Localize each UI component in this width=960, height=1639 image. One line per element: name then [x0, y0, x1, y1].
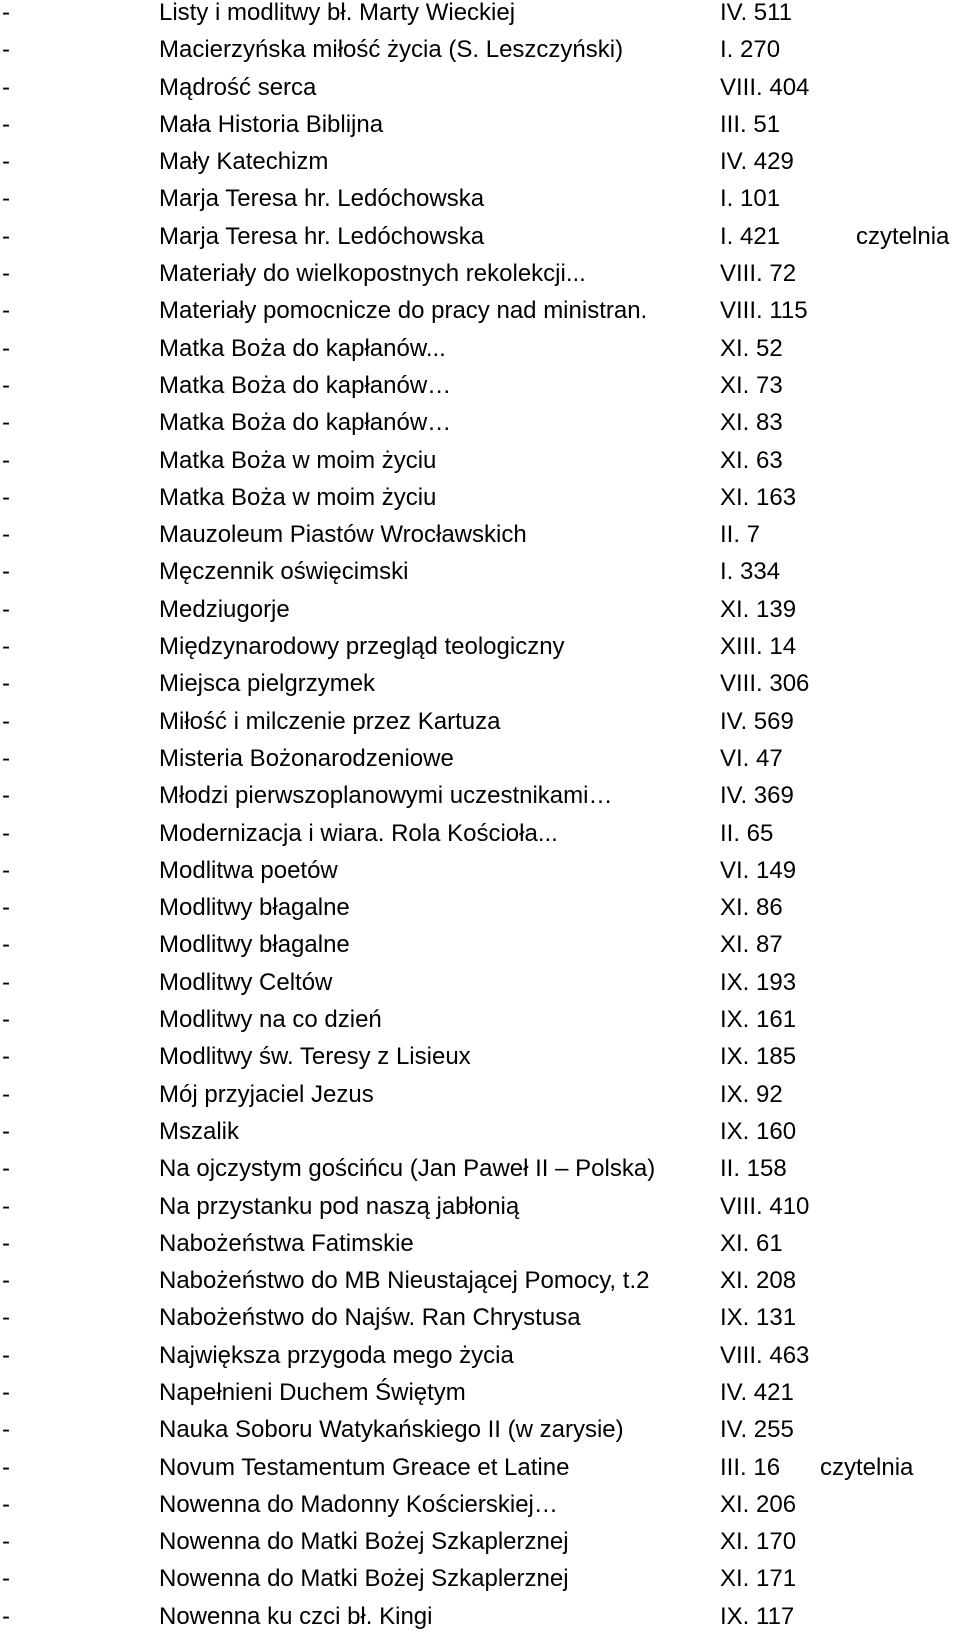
list-item	[0, 703, 960, 740]
item-title: Największa przygoda mego życia	[159, 1341, 514, 1369]
list-item	[0, 143, 960, 180]
item-title: Napełnieni Duchem Świętym	[159, 1378, 466, 1406]
item-dash: -	[2, 1229, 10, 1257]
list-item	[0, 404, 960, 441]
list-item	[0, 479, 960, 516]
item-shelf-reference: IV. 569	[720, 707, 794, 735]
item-title: Nabożeństwo do MB Nieustającej Pomocy, t.2	[159, 1267, 650, 1295]
item-shelf-reference: VI. 149	[720, 856, 797, 884]
item-shelf-reference: IX. 160	[720, 1117, 797, 1145]
list-item	[0, 926, 960, 963]
item-title: Nowenna do Matki Bożej Szkaplerznej	[159, 1565, 569, 1593]
item-dash: -	[2, 931, 10, 959]
item-shelf-reference: IV. 511	[720, 0, 793, 26]
item-dash: -	[2, 1378, 10, 1406]
list-item	[0, 1449, 960, 1486]
list-item	[0, 516, 960, 553]
list-item	[0, 180, 960, 217]
item-title: Mądrość serca	[159, 73, 317, 101]
item-title: Miejsca pielgrzymek	[159, 670, 376, 698]
item-title: Modlitwy błagalne	[159, 894, 350, 922]
item-title: Na ojczystym gościńcu (Jan Paweł II – Polska)	[159, 1155, 656, 1183]
list-item	[0, 292, 960, 329]
item-shelf-reference: II. 65	[720, 819, 774, 847]
item-shelf-reference: XI. 52	[720, 334, 783, 362]
list-item	[0, 1598, 960, 1635]
item-shelf-reference: I. 270	[720, 36, 781, 64]
item-title: Misteria Bożonarodzeniowe	[159, 744, 454, 772]
item-dash: -	[2, 1006, 10, 1034]
item-dash: -	[2, 483, 10, 511]
item-dash: -	[2, 1602, 10, 1630]
item-dash: -	[2, 297, 10, 325]
item-dash: -	[2, 1341, 10, 1369]
item-shelf-reference: IV. 369	[720, 782, 794, 810]
list-item	[0, 591, 960, 628]
item-dash: -	[2, 782, 10, 810]
list-item	[0, 0, 960, 31]
item-shelf-reference: IX. 161	[720, 1006, 797, 1034]
item-title: Modlitwy na co dzień	[159, 1006, 382, 1034]
item-dash: -	[2, 744, 10, 772]
item-title: Miłość i milczenie przez Kartuza	[159, 707, 501, 735]
item-shelf-reference: IV. 255	[720, 1416, 794, 1444]
item-shelf-reference: VIII. 115	[720, 297, 808, 325]
item-dash: -	[2, 260, 10, 288]
item-dash: -	[2, 1304, 10, 1332]
item-dash: -	[2, 894, 10, 922]
list-item	[0, 1337, 960, 1374]
item-dash: -	[2, 595, 10, 623]
item-shelf-reference: XI. 139	[720, 595, 797, 623]
list-item	[0, 1299, 960, 1336]
item-dash: -	[2, 148, 10, 176]
item-title: Nauka Soboru Watykańskiego II (w zarysie)	[159, 1416, 624, 1444]
item-shelf-reference: II. 7	[720, 521, 761, 549]
item-title: Marja Teresa hr. Ledóchowska	[159, 222, 485, 250]
list-item	[0, 69, 960, 106]
item-dash: -	[2, 1416, 10, 1444]
item-title: Mauzoleum Piastów Wrocławskich	[159, 521, 527, 549]
item-dash: -	[2, 1043, 10, 1071]
item-dash: -	[2, 36, 10, 64]
list-item	[0, 553, 960, 590]
item-title: Modlitwa poetów	[159, 856, 338, 884]
item-shelf-reference: I. 421	[720, 222, 781, 250]
item-dash: -	[2, 968, 10, 996]
list-item	[0, 1188, 960, 1225]
item-shelf-reference: XI. 171	[720, 1565, 797, 1593]
item-dash: -	[2, 819, 10, 847]
item-location-note: czytelnia	[856, 222, 950, 250]
item-shelf-reference: VIII. 306	[720, 670, 810, 698]
item-dash: -	[2, 371, 10, 399]
item-shelf-reference: XI. 206	[720, 1490, 797, 1518]
item-shelf-reference: I. 334	[720, 558, 781, 586]
item-shelf-reference: IV. 421	[720, 1378, 794, 1406]
item-dash: -	[2, 1528, 10, 1556]
item-dash: -	[2, 1155, 10, 1183]
item-dash: -	[2, 1192, 10, 1220]
item-title: Medziugorje	[159, 595, 290, 623]
list-item	[0, 1113, 960, 1150]
item-dash: -	[2, 856, 10, 884]
item-shelf-reference: XI. 170	[720, 1528, 797, 1556]
item-dash: -	[2, 670, 10, 698]
item-dash: -	[2, 1490, 10, 1518]
item-shelf-reference: VIII. 410	[720, 1192, 810, 1220]
item-title: Modlitwy św. Teresy z Lisieux	[159, 1043, 471, 1071]
list-item	[0, 1076, 960, 1113]
item-dash: -	[2, 0, 10, 26]
item-shelf-reference: VIII. 72	[720, 260, 797, 288]
item-dash: -	[2, 73, 10, 101]
list-item	[0, 1523, 960, 1560]
list-item	[0, 106, 960, 143]
item-shelf-reference: XI. 87	[720, 931, 783, 959]
item-title: Mszalik	[159, 1117, 240, 1145]
item-title: Listy i modlitwy bł. Marty Wieckiej	[159, 0, 516, 26]
item-shelf-reference: III. 51	[720, 110, 781, 138]
item-title: Materiały pomocnicze do pracy nad ministran.	[159, 297, 648, 325]
item-title: Matka Boża w moim życiu	[159, 446, 437, 474]
item-shelf-reference: XI. 208	[720, 1267, 797, 1295]
list-item	[0, 1262, 960, 1299]
item-title: Mój przyjaciel Jezus	[159, 1080, 374, 1108]
item-shelf-reference: XI. 86	[720, 894, 783, 922]
item-dash: -	[2, 222, 10, 250]
item-dash: -	[2, 1117, 10, 1145]
item-title: Nowenna do Matki Bożej Szkaplerznej	[159, 1528, 569, 1556]
item-shelf-reference: IX. 131	[720, 1304, 797, 1332]
item-shelf-reference: IV. 429	[720, 148, 794, 176]
item-shelf-reference: IX. 193	[720, 968, 797, 996]
item-location-note: czytelnia	[820, 1453, 914, 1481]
list-item	[0, 442, 960, 479]
item-shelf-reference: XI. 63	[720, 446, 783, 474]
list-item	[0, 31, 960, 68]
item-dash: -	[2, 185, 10, 213]
list-item	[0, 1486, 960, 1523]
item-dash: -	[2, 409, 10, 437]
item-shelf-reference: VIII. 404	[720, 73, 810, 101]
list-item	[0, 740, 960, 777]
item-title: Nowenna ku czci bł. Kingi	[159, 1602, 433, 1630]
list-item	[0, 1411, 960, 1448]
item-dash: -	[2, 633, 10, 661]
item-shelf-reference: XI. 73	[720, 371, 783, 399]
item-title: Nabożeństwo do Najśw. Ran Chrystusa	[159, 1304, 581, 1332]
item-shelf-reference: VIII. 463	[720, 1341, 810, 1369]
list-item	[0, 777, 960, 814]
item-dash: -	[2, 110, 10, 138]
item-title: Mały Katechizm	[159, 148, 329, 176]
item-shelf-reference: XIII. 14	[720, 633, 797, 661]
list-item	[0, 628, 960, 665]
item-shelf-reference: IX. 185	[720, 1043, 797, 1071]
item-dash: -	[2, 446, 10, 474]
item-shelf-reference: VI. 47	[720, 744, 783, 772]
item-title: Na przystanku pod naszą jabłonią	[159, 1192, 520, 1220]
item-shelf-reference: XI. 83	[720, 409, 783, 437]
item-title: Materiały do wielkopostnych rekolekcji...	[159, 260, 586, 288]
item-title: Modlitwy błagalne	[159, 931, 350, 959]
item-shelf-reference: IX. 117	[720, 1602, 795, 1630]
item-title: Matka Boża do kapłanów…	[159, 371, 452, 399]
list-item	[0, 889, 960, 926]
list-item	[0, 964, 960, 1001]
item-shelf-reference: II. 158	[720, 1155, 787, 1183]
item-title: Matka Boża do kapłanów…	[159, 409, 452, 437]
item-title: Międzynarodowy przegląd teologiczny	[159, 633, 565, 661]
item-title: Nabożeństwa Fatimskie	[159, 1229, 414, 1257]
item-title: Macierzyńska miłość życia (S. Leszczyński)	[159, 36, 624, 64]
item-dash: -	[2, 558, 10, 586]
item-shelf-reference: XI. 61	[720, 1229, 783, 1257]
item-dash: -	[2, 1080, 10, 1108]
list-item	[0, 330, 960, 367]
list-item	[0, 255, 960, 292]
item-dash: -	[2, 334, 10, 362]
item-shelf-reference: I. 101	[720, 185, 781, 213]
item-title: Nowenna do Madonny Kościerskiej…	[159, 1490, 558, 1518]
item-title: Novum Testamentum Greace et Latine	[159, 1453, 570, 1481]
item-title: Modlitwy Celtów	[159, 968, 333, 996]
item-title: Modernizacja i wiara. Rola Kościoła...	[159, 819, 558, 847]
list-item	[0, 218, 960, 255]
item-dash: -	[2, 1565, 10, 1593]
item-shelf-reference: XI. 163	[720, 483, 797, 511]
item-dash: -	[2, 1453, 10, 1481]
item-title: Mała Historia Biblijna	[159, 110, 384, 138]
item-dash: -	[2, 1267, 10, 1295]
list-item	[0, 815, 960, 852]
item-title: Matka Boża do kapłanów...	[159, 334, 446, 362]
item-title: Marja Teresa hr. Ledóchowska	[159, 185, 485, 213]
list-item	[0, 1150, 960, 1187]
list-item	[0, 1001, 960, 1038]
item-dash: -	[2, 707, 10, 735]
list-item	[0, 367, 960, 404]
list-item	[0, 1374, 960, 1411]
item-shelf-reference: III. 16	[720, 1453, 781, 1481]
item-title: Młodzi pierwszoplanowymi uczestnikami…	[159, 782, 613, 810]
list-item	[0, 665, 960, 702]
item-shelf-reference: IX. 92	[720, 1080, 783, 1108]
list-item	[0, 852, 960, 889]
item-title: Matka Boża w moim życiu	[159, 483, 437, 511]
list-item	[0, 1225, 960, 1262]
list-item	[0, 1560, 960, 1597]
list-item	[0, 1038, 960, 1075]
item-dash: -	[2, 521, 10, 549]
item-title: Męczennik oświęcimski	[159, 558, 409, 586]
